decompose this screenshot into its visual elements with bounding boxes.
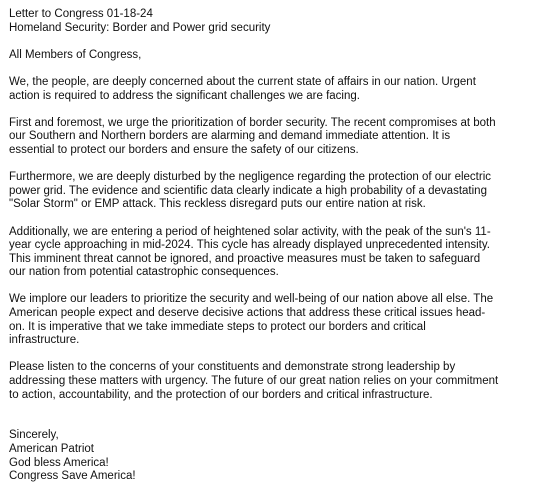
letter-subject: Homeland Security: Border and Power grid security [9,21,271,34]
letter-date-title: Letter to Congress 01-18-24 [9,8,153,20]
letter-header [9,8,535,35]
spacer [9,416,535,430]
letter-closing [9,429,535,483]
paragraph-border-security: First and foremost, we urge the prioritization of border security. The recent compromises at both our Southern and Northern borders are alarming and demand immediate attention. It is essential to protect our borders and ensure the safety of our citizens. [9,116,496,156]
spacer [9,35,535,49]
paragraph-solar-activity: Additionally, we are entering a period of heightened solar activity, with the peak of the sun's 11- year cycle approaching in mid-2024. This cycle has already displayed unprecedented intensity. This imminent threat cannot be ignored, and proactive measures must be taken to safeguard our nation from potential catastrophic consequences. [9,225,491,279]
closing-line-blessing: God bless America! [9,456,109,469]
sign-off: Sincerely, [9,429,59,442]
paragraph-call-to-action: Please listen to the concerns of your constituents and demonstrate strong leadership by addressing these matters with urgency. The future of our great nation relies on your commitment to action, accountability, and the protection of our borders and critical infrastructure. [9,361,499,401]
salutation: All Members of Congress, [9,48,142,61]
paragraph-implore-leaders: We implore our leaders to prioritize the security and well-being of our nation above all else. The American people expect and deserve decisive actions that address these critical issues head- on. It is imperative that we take immediate steps to protect our borders and critical infrastructure. [9,293,494,347]
paragraph-intro: We, the people, are deeply concerned about the current state of affairs in our nation. Urgent action is required to address the significant challenges we are facing. [9,75,476,102]
paragraph-power-grid: Furthermore, we are deeply disturbed by the negligence regarding the protection of our electric power grid. The evidence and scientific data clearly indicate a high probability of a devastating "Solar Storm" or EMP attack. This reckless disregard puts our entire nation at risk. [9,171,491,211]
signature: American Patriot [9,443,95,455]
letter-document [9,8,535,484]
closing-line-appeal: Congress Save America! [9,470,136,483]
